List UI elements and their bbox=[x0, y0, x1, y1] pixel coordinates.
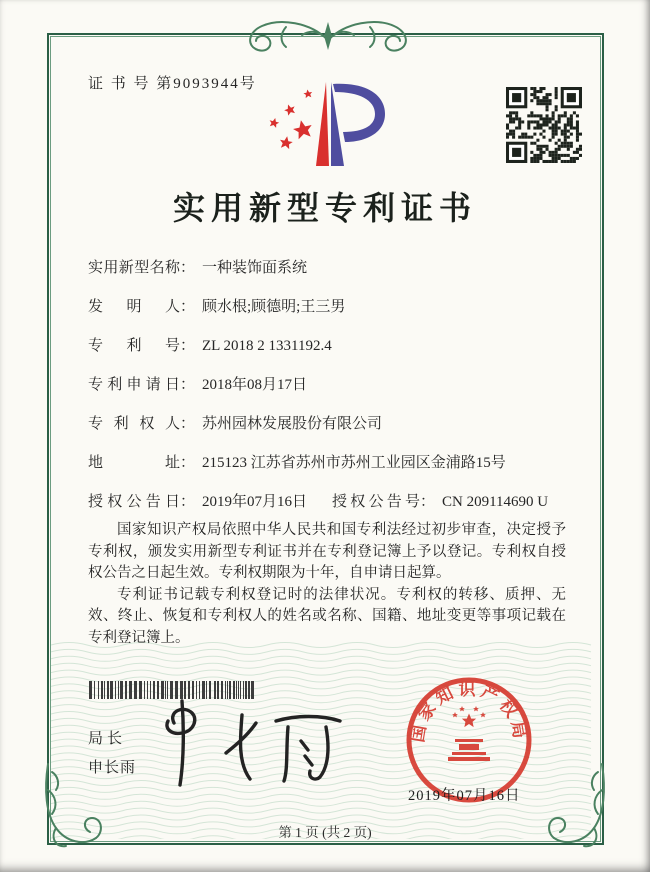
legal-paragraph-2: 专利证书记载专利权登记时的法律状况。专利权的转移、质押、无效、终止、恢复和专利权人的姓名或名称、国籍、地址变更等事项记载在专利登记簿上。 bbox=[88, 586, 566, 646]
field-value: 2018年08月17日 bbox=[202, 377, 308, 393]
field-colon: ： bbox=[180, 299, 196, 315]
field-label: 地址 bbox=[88, 455, 180, 471]
cnipa-logo bbox=[263, 80, 389, 168]
director-name: 申长雨 bbox=[88, 760, 137, 776]
certificate-number: 证 书 号 第9093944号 bbox=[88, 76, 257, 92]
field-value: 2019年07月16日 bbox=[202, 494, 308, 510]
field-value: CN 209114690 U bbox=[442, 494, 549, 510]
field-row-patent-number bbox=[88, 334, 570, 358]
field-row-address bbox=[88, 451, 570, 475]
field-colon: ： bbox=[180, 455, 196, 471]
bottom-right-corner-ornament bbox=[544, 762, 610, 850]
field-row-patent-name bbox=[88, 256, 570, 280]
field-value: 215123 江苏省苏州市苏州工业园区金浦路15号 bbox=[202, 455, 506, 471]
field-value: ZL 2018 2 1331192.4 bbox=[202, 338, 332, 354]
grant-number-group bbox=[332, 490, 548, 511]
field-label: 授权公告号 bbox=[332, 494, 420, 510]
field-label: 专利权人 bbox=[88, 416, 180, 432]
field-list bbox=[88, 256, 570, 529]
field-value: 顾水根;顾德明;王三男 bbox=[202, 299, 346, 315]
field-label: 实用新型名称 bbox=[88, 260, 180, 276]
field-value: 一种装饰面系统 bbox=[202, 260, 308, 276]
legal-text bbox=[88, 520, 566, 649]
top-scroll-ornament bbox=[228, 14, 428, 62]
field-row-patentee bbox=[88, 412, 570, 436]
handwritten-signature bbox=[138, 693, 350, 791]
field-row-filing-date bbox=[88, 373, 570, 397]
field-value: 苏州园林发展股份有限公司 bbox=[202, 416, 383, 432]
field-colon: ： bbox=[180, 260, 196, 276]
seal-text: 国家知识产权局 bbox=[408, 680, 530, 744]
director-title: 局长 bbox=[88, 731, 127, 747]
field-colon: ： bbox=[180, 494, 196, 510]
field-label: 专利号 bbox=[88, 338, 180, 354]
legal-paragraph-1: 国家知识产权局依照中华人民共和国专利法经过初步审查，决定授予专利权，颁发实用新型专利证书并在专利登记簿上予以登记。专利权自授权公告之日起生效。专利权期限为十年，自申请日起算。 bbox=[88, 522, 566, 581]
field-colon: ： bbox=[180, 416, 196, 432]
field-row-inventors bbox=[88, 295, 570, 319]
national-emblem-icon bbox=[448, 706, 490, 761]
field-colon: ： bbox=[180, 338, 196, 354]
field-row-grant bbox=[88, 490, 570, 514]
field-colon: ： bbox=[180, 377, 196, 393]
certificate-title: 实用新型专利证书 bbox=[172, 190, 477, 226]
field-label: 专利申请日 bbox=[88, 377, 180, 393]
field-colon: ： bbox=[420, 494, 436, 510]
svg-text:国家知识产权局 bbox=[408, 680, 530, 744]
bottom-left-corner-ornament bbox=[40, 762, 106, 850]
field-label: 授权公告日 bbox=[88, 494, 180, 510]
page-number-footer: 第 1 页 (共 2 页) bbox=[278, 825, 372, 840]
field-label: 发明人 bbox=[88, 299, 180, 315]
seal-date: 2019年07月16日 bbox=[408, 788, 521, 804]
qr-code bbox=[506, 87, 582, 163]
